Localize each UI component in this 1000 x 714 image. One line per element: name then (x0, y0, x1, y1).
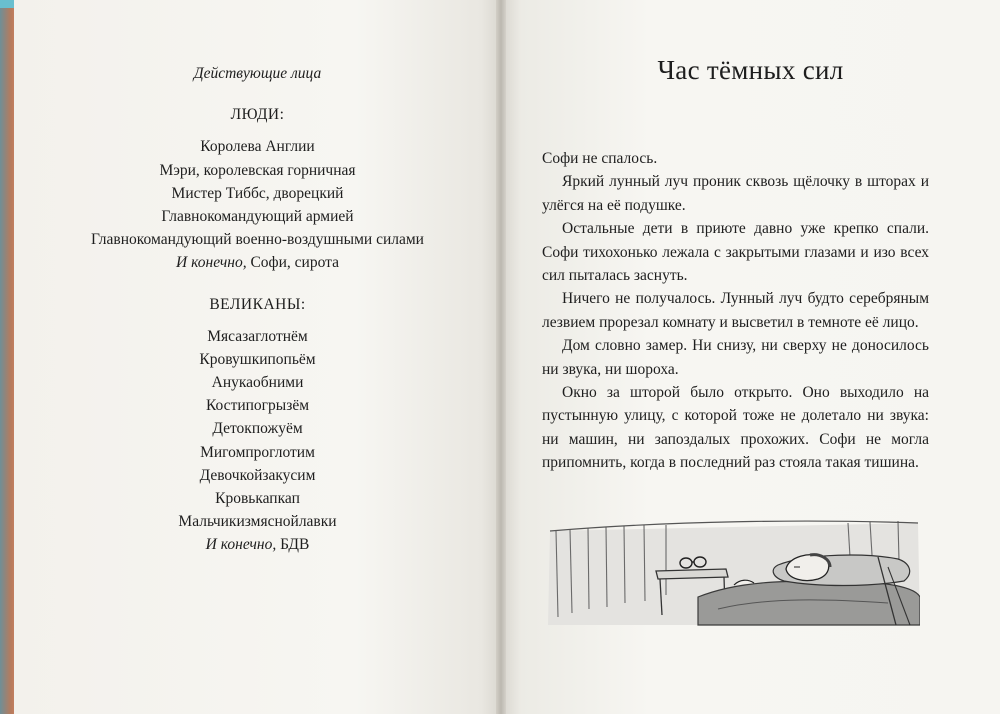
cast-person: Главнокомандующий армией (161, 207, 354, 225)
people-heading: ЛЮДИ: (230, 106, 285, 124)
cast-person: Мэри, королевская горничная (159, 161, 356, 179)
paragraph: Дом словно замер. Ни снизу, ни сверху не доносилось ни звука, ни шороха. (542, 337, 929, 378)
sleeping-girl-illustration (548, 517, 920, 627)
cast-giant: Анукаобними (211, 374, 304, 392)
cast-giant: Мальчикизмяснойлавки (178, 513, 337, 531)
paragraph: Остальные дети в приюте давно уже крепко спали. Софи тихохонько лежала с закрытыми глазами и изо всех сил пыталась заснуть. (542, 220, 929, 285)
cast-person-prefix: И конечно, (176, 254, 247, 272)
giants-heading: ВЕЛИКАНЫ: (209, 295, 306, 313)
cast-person: Мистер Тиббс, дворецкий (171, 184, 344, 202)
cast-person: Главнокомандующий военно-воздушными силами (91, 231, 424, 249)
paragraph: Ничего не получалось. Лунный луч будто серебряным лезвием прорезал комнату и высветил в темноте её лицо. (542, 290, 929, 331)
cast-giant-last (14, 533, 501, 556)
cast-giant: Мигомпроглотим (200, 443, 315, 461)
cast-giant: Девочкойзакусим (199, 466, 316, 484)
cast-giant: Кровушкипопьём (199, 350, 316, 368)
cast-giant-name: БДВ (276, 536, 310, 554)
paragraph: Яркий лунный луч проник сквозь щёлочку в шторах и улёгся на её подушке. (542, 173, 929, 214)
cast-person: Королева Англии (200, 138, 315, 156)
paragraph: Софи не спалось. (542, 150, 658, 167)
paragraph: Окно за шторой было открыто. Оно выходило на пустынную улицу, с которой тоже не долетало ни звука: ни машин, ни запоздалых прохожих. Софи не могла припомнить, когда в последний раз стояла такая тишина. (542, 384, 929, 472)
cast-person-name: Софи, сирота (246, 254, 339, 272)
chapter-title: Час тёмных сил (657, 55, 844, 85)
cast-giant: Костипогрызём (205, 397, 310, 415)
cast-giant: Мясазаглотнём (207, 327, 308, 345)
cast-giant: Детокпожуём (212, 420, 303, 438)
cast-giant: Кровькапкап (215, 490, 300, 507)
cast-giant-prefix: И конечно, (205, 536, 277, 554)
chapter-text (542, 147, 929, 475)
cast-list (14, 62, 501, 557)
cast-person-last (14, 251, 501, 274)
cast-title: Действующие лица (193, 65, 322, 82)
